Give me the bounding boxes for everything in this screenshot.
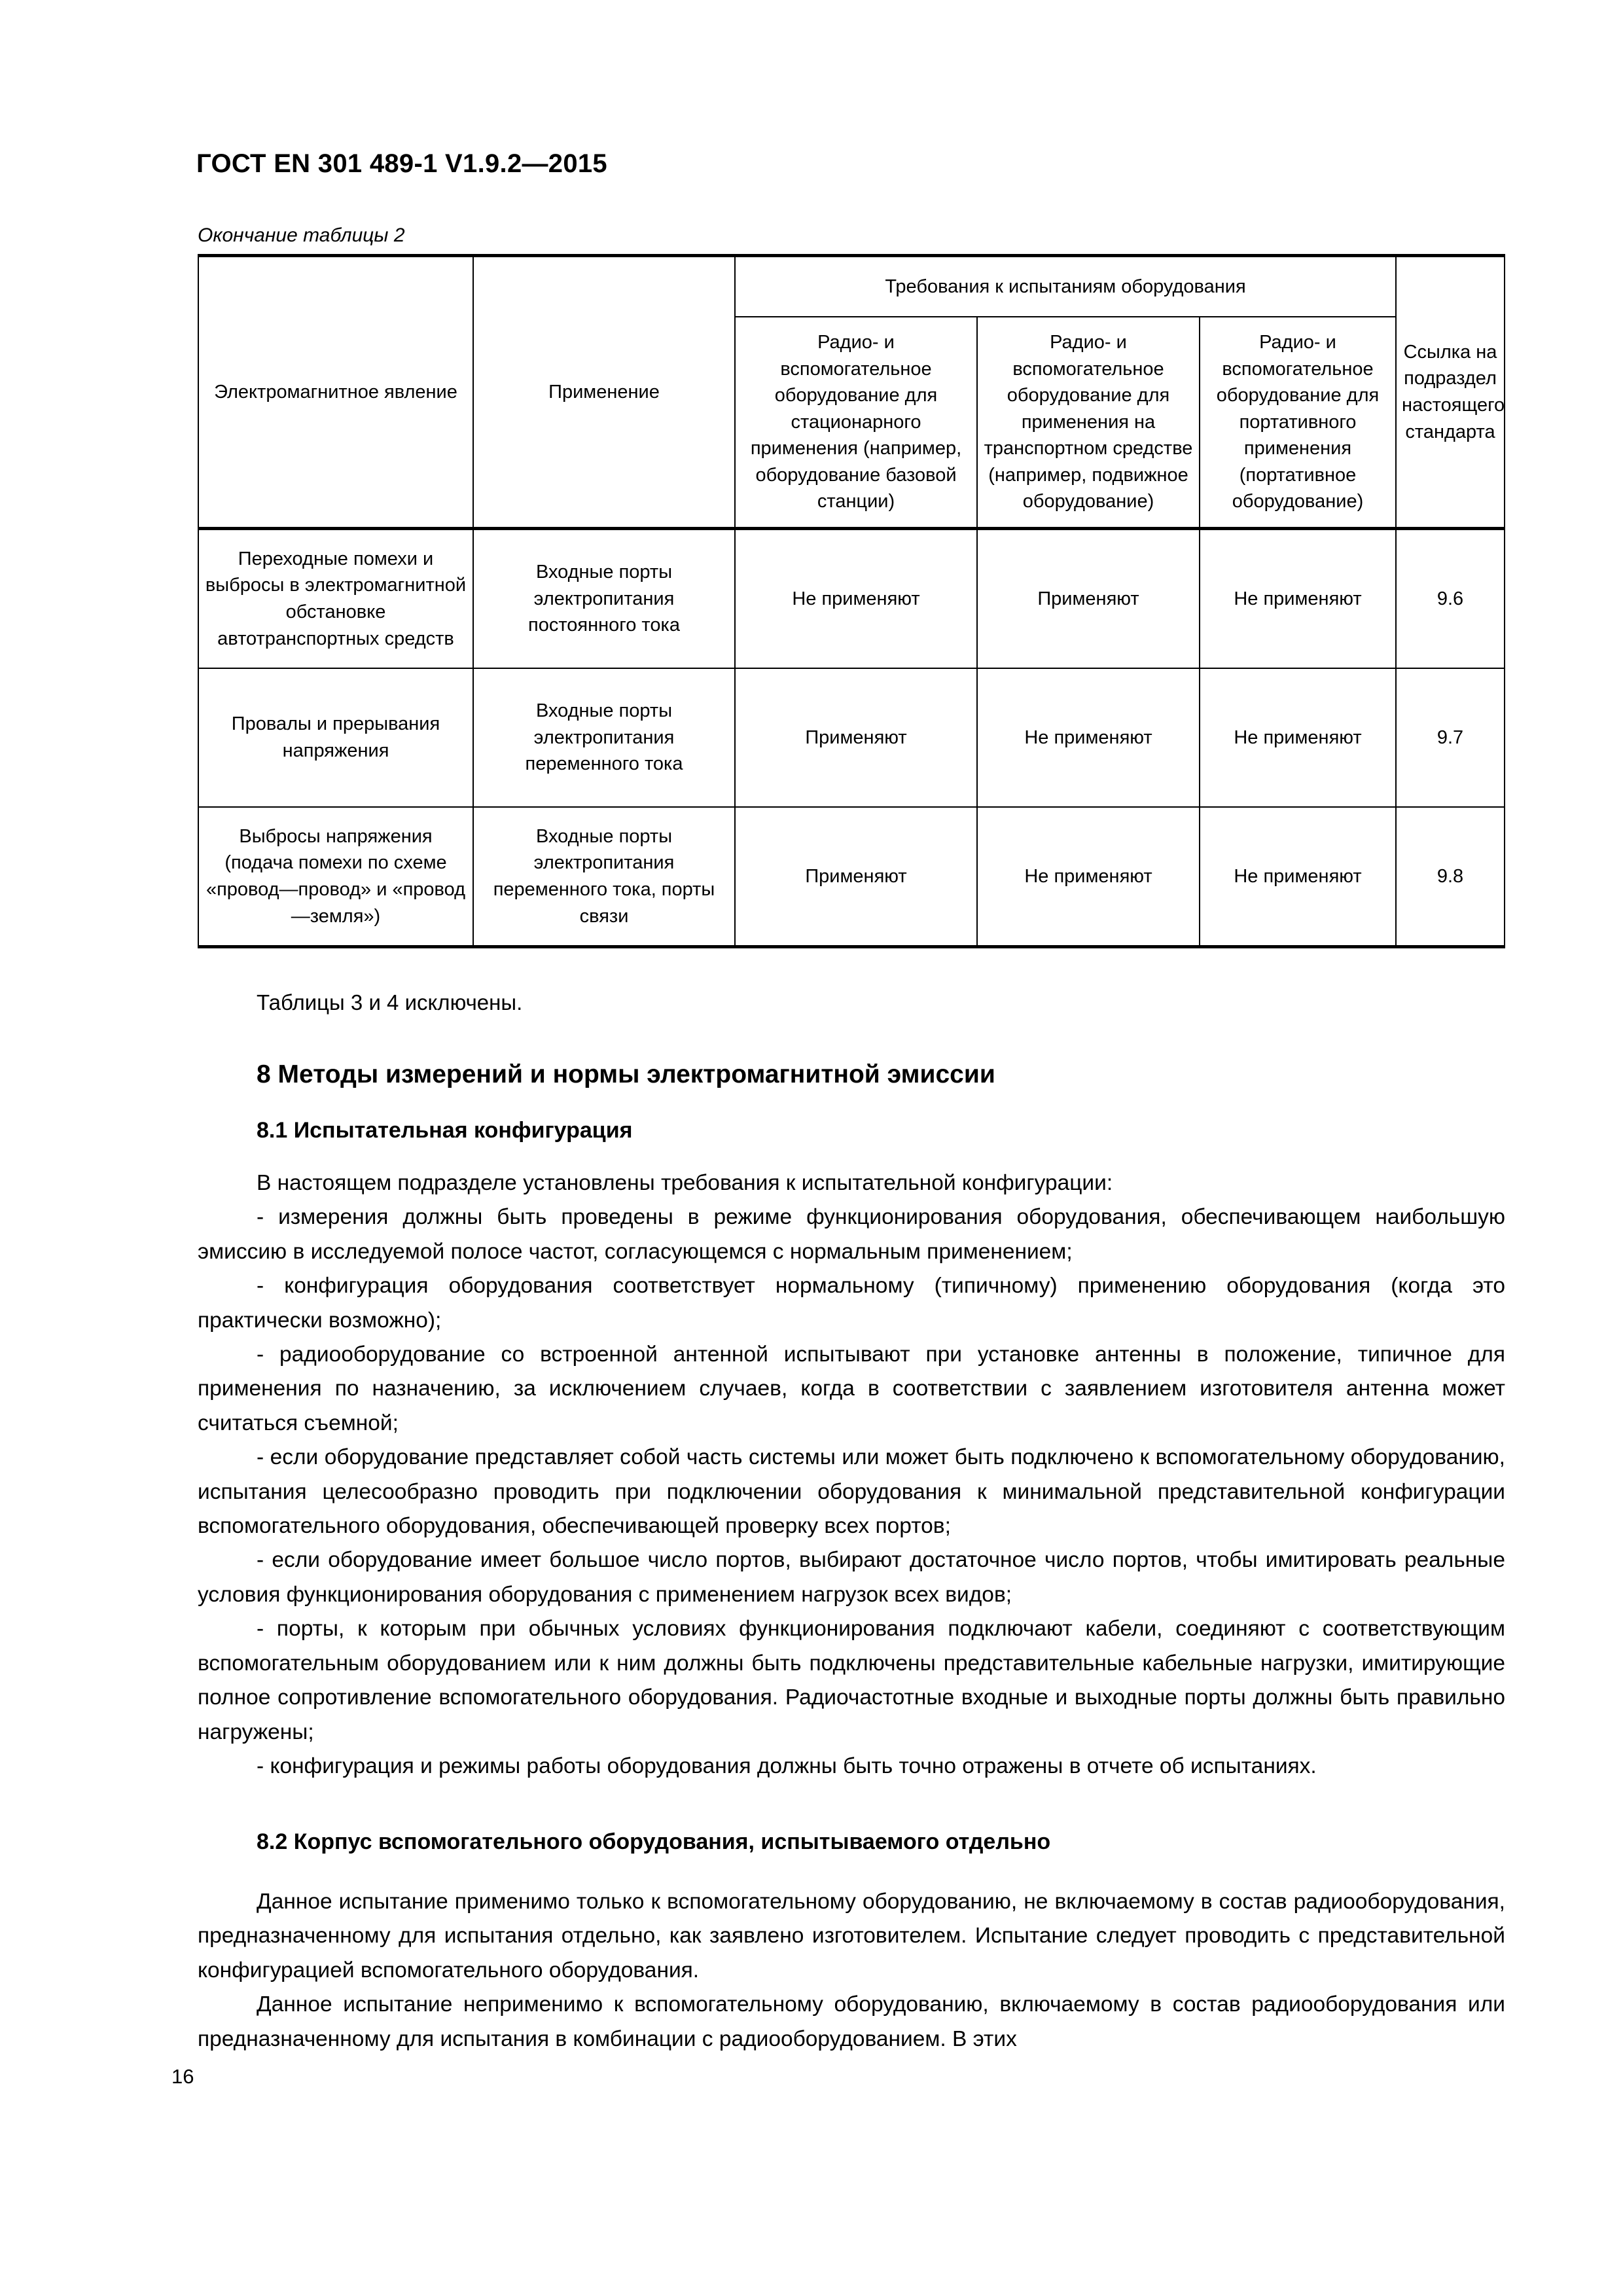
paragraph: - конфигурация оборудования соответствует нормальному (типичному) применению оборудования (когда это практически возможно); xyxy=(198,1274,1505,1333)
table-row xyxy=(198,668,1505,807)
cell-reference: 9.8 xyxy=(1396,807,1505,947)
col-header-vehicle: Радио- и вспомогательное оборудование для применения на транспортном средстве (например, подвижное оборудование) xyxy=(977,317,1200,529)
cell-stationary: Не применяют xyxy=(735,529,977,669)
paragraph: - если оборудование представляет собой часть системы или может быть подключено к вспомогательному оборудованию, испытания целесообразно проводить при подключении оборудования к минимальной представительной конфигурации вспомогательного оборудования, обеспечивающей проверку всех портов; xyxy=(198,1445,1505,1539)
col-header-application: Применение xyxy=(473,256,735,529)
paragraph: В настоящем подразделе установлены требования к испытательной конфигурации: xyxy=(257,1171,1113,1195)
section-8-1-body xyxy=(198,1166,1505,1784)
section-8-1-heading: 8.1 Испытательная конфигурация xyxy=(257,1118,633,1143)
col-header-portable: Радио- и вспомогательное оборудование для портативного применения (портативное оборудование) xyxy=(1200,317,1396,529)
cell-reference: 9.7 xyxy=(1396,668,1505,807)
cell-phenomenon: Выбросы напряжения (подача помехи по схеме «провод—провод» и «провод—земля») xyxy=(198,807,473,947)
table-group-header-row xyxy=(198,256,1505,317)
table-row xyxy=(198,529,1505,669)
col-header-reference: Ссылка на подраздел настоящего стандарта xyxy=(1396,256,1505,529)
paragraph: Данное испытание применимо только к вспомогательному оборудованию, не включаемому в состав радиооборудования, предназначенному для испытания отдельно, как заявлено изготовителем. Испытание следует проводить с представительной конфигурацией вспомогательного оборудования. xyxy=(198,1890,1505,1982)
running-header: ГОСТ EN 301 489-1 V1.9.2—2015 xyxy=(196,149,607,178)
cell-application: Входные порты электропитания переменного тока xyxy=(473,668,735,807)
table-row xyxy=(198,807,1505,947)
section-8-heading: 8 Методы измерений и нормы электромагнитной эмиссии xyxy=(257,1060,995,1088)
tables-excluded-note: Таблицы 3 и 4 исключены. xyxy=(257,990,523,1014)
col-header-stationary: Радио- и вспомогательное оборудование для стационарного применения (например, оборудование базовой станции) xyxy=(735,317,977,529)
cell-portable: Не применяют xyxy=(1200,529,1396,669)
section-8-2-heading: 8.2 Корпус вспомогательного оборудования, испытываемого отдельно xyxy=(257,1829,1051,1854)
cell-stationary: Применяют xyxy=(735,807,977,947)
cell-application: Входные порты электропитания переменного тока, порты связи xyxy=(473,807,735,947)
table-2-continuation xyxy=(198,254,1504,948)
paragraph: - если оборудование имеет большое число портов, выбирают достаточное число портов, чтобы имитировать реальные условия функционирования оборудования с применением нагрузок всех видов; xyxy=(198,1548,1505,1607)
cell-phenomenon: Провалы и прерывания напряжения xyxy=(198,668,473,807)
table-body xyxy=(198,529,1505,947)
cell-phenomenon: Переходные помехи и выбросы в электромагнитной обстановке автотранспортных средств xyxy=(198,529,473,669)
cell-vehicle: Не применяют xyxy=(977,668,1200,807)
col-header-group-requirements: Требования к испытаниям оборудования xyxy=(735,256,1396,317)
paragraph: Данное испытание неприменимо к вспомогательному оборудованию, включаемому в состав радиооборудования или предназначенному для испытания в комбинации с радиооборудованием. В этих xyxy=(198,1992,1505,2051)
cell-stationary: Применяют xyxy=(735,668,977,807)
cell-vehicle: Применяют xyxy=(977,529,1200,669)
paragraph: - радиооборудование со встроенной антенной испытывают при установке антенны в положение, типичное для применения по назначению, за исключением случаев, когда в соответствии с заявлением изготовителя антенна может считаться съемной; xyxy=(198,1342,1505,1435)
requirements-table xyxy=(198,254,1505,948)
cell-application: Входные порты электропитания постоянного тока xyxy=(473,529,735,669)
cell-reference: 9.6 xyxy=(1396,529,1505,669)
table-head xyxy=(198,256,1505,529)
paragraph: - измерения должны быть проведены в режиме функционирования оборудования, обеспечивающем наибольшую эмиссию в исследуемой полосе частот, согласующемся с нормальным применением; xyxy=(198,1205,1505,1264)
table-caption: Окончание таблицы 2 xyxy=(198,224,405,246)
col-header-phenomenon: Электромагнитное явление xyxy=(198,256,473,529)
paragraph: - конфигурация и режимы работы оборудования должны быть точно отражены в отчете об испытаниях. xyxy=(257,1753,1317,1778)
cell-portable: Не применяют xyxy=(1200,807,1396,947)
section-8-2-body xyxy=(198,1885,1505,2056)
cell-portable: Не применяют xyxy=(1200,668,1396,807)
page-number: 16 xyxy=(171,2065,194,2088)
paragraph: - порты, к которым при обычных условиях функционирования подключают кабели, соединяют с соответствующим вспомогательным оборудованием или к ним должны быть подключены представительные кабельные нагрузки, имитирующие полное сопротивление вспомогательного оборудования. Радиочастотные входные и выходные порты должны быть правильно нагружены; xyxy=(198,1617,1505,1744)
cell-vehicle: Не применяют xyxy=(977,807,1200,947)
